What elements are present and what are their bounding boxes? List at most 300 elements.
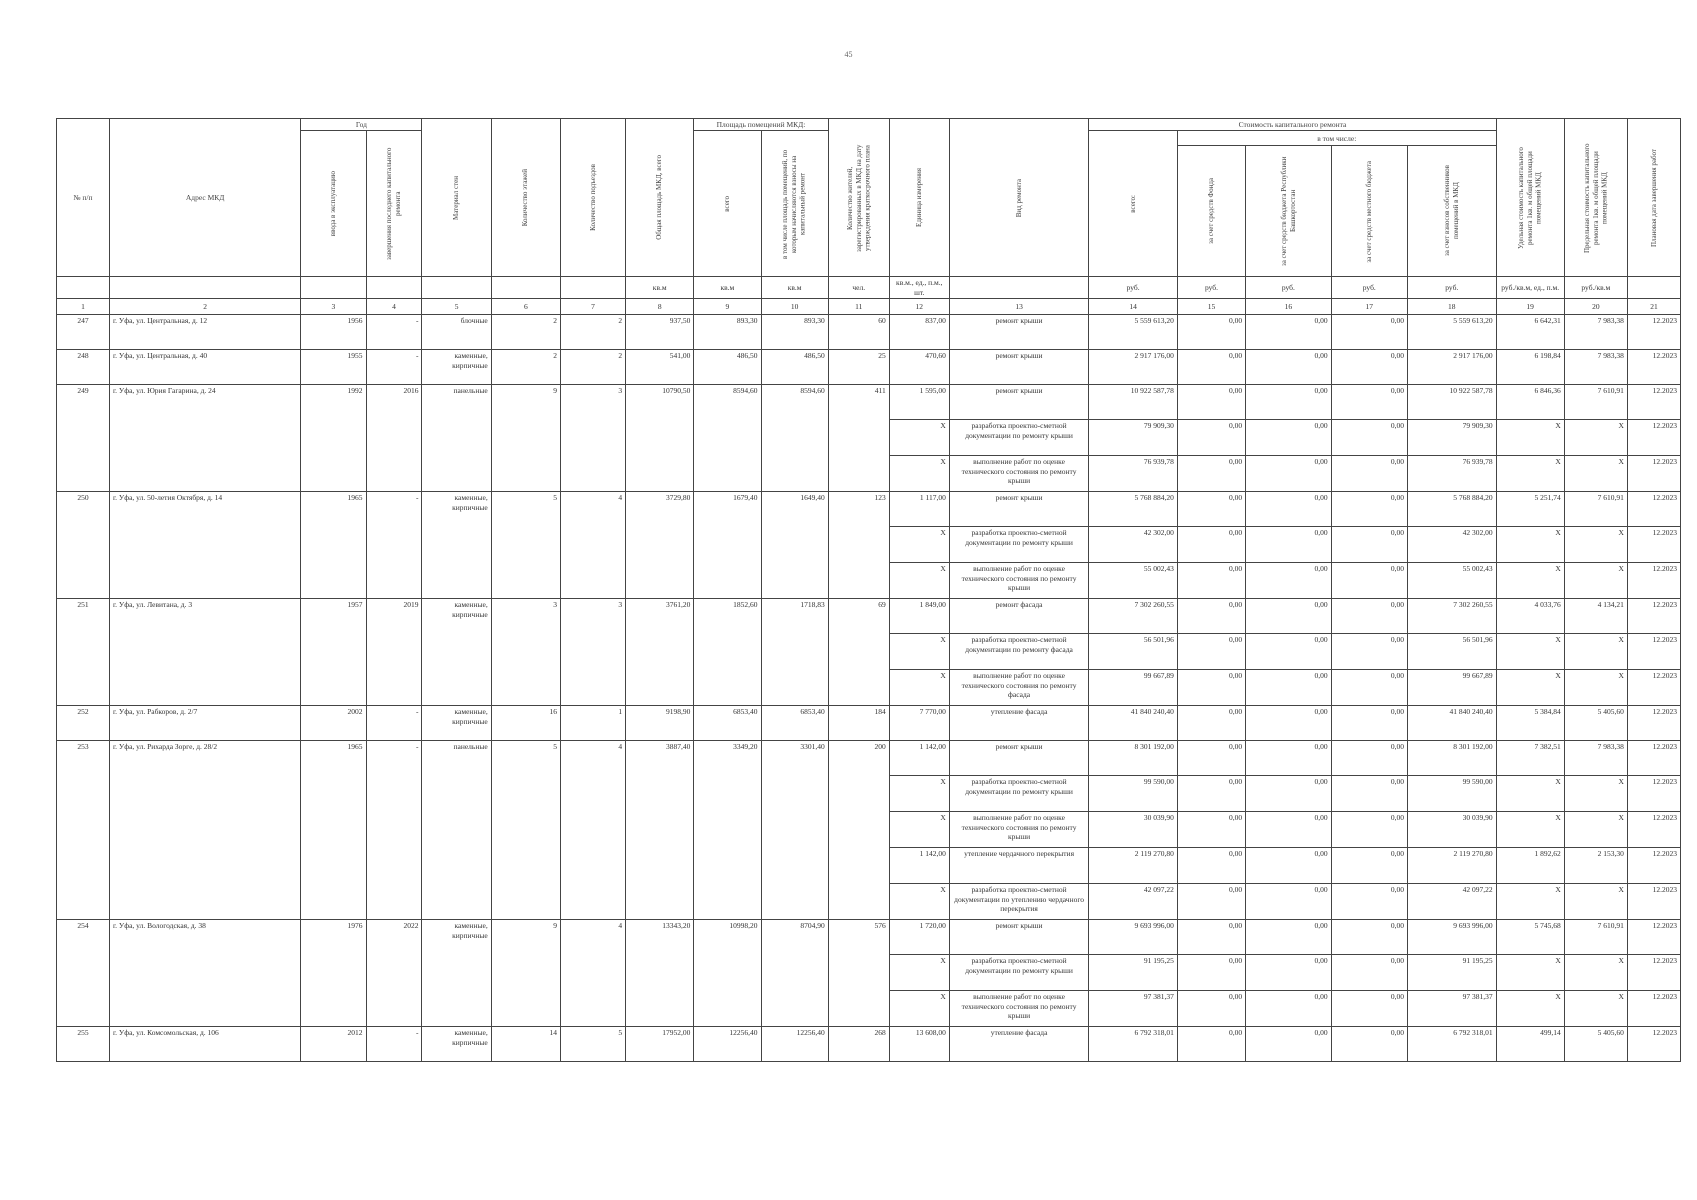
address-cell: г. Уфа, ул. Вологодская, д. 38 [109, 920, 300, 1027]
col-premises-residential-header: в том числе площадь помещений, по которым начисляются взносы на капитальный ремонт [761, 131, 828, 277]
cost-local-cell: 0,00 [1331, 1027, 1407, 1062]
unit-cost-cell: 1 892,62 [1496, 848, 1564, 884]
entrances-cell: 3 [560, 385, 625, 492]
cost-total-cell: 5 768 884,20 [1089, 492, 1178, 527]
unit-cost-cell: X [1496, 634, 1564, 670]
cost-local-cell: 0,00 [1331, 527, 1407, 563]
row-number-cell: 249 [57, 385, 110, 492]
cost-republic-cell: 0,00 [1246, 634, 1332, 670]
quantity-cell: 837,00 [889, 315, 949, 350]
cost-fund-cell: 0,00 [1177, 776, 1245, 812]
cost-fund-cell: 0,00 [1177, 812, 1245, 848]
plan-date-cell: 12.2023 [1627, 563, 1680, 599]
premises-total-cell: 6853,40 [694, 706, 761, 741]
total-area-cell: 13343,20 [626, 920, 694, 1027]
year-last-repair-cell: - [366, 492, 422, 599]
unit-cell: руб./кв.м, ед., п.м. [1496, 277, 1564, 299]
unit-cell: руб. [1177, 277, 1245, 299]
quantity-cell: X [889, 563, 949, 599]
cost-total-cell: 99 590,00 [1089, 776, 1178, 812]
total-area-cell: 937,50 [626, 315, 694, 350]
max-cost-cell: X [1564, 670, 1627, 706]
year-commission-cell: 1992 [301, 385, 366, 492]
cost-owners-cell: 97 381,37 [1407, 991, 1496, 1027]
cost-local-cell: 0,00 [1331, 599, 1407, 634]
quantity-cell: 1 117,00 [889, 492, 949, 527]
year-commission-cell: 1955 [301, 350, 366, 385]
max-cost-cell: 7 983,38 [1564, 350, 1627, 385]
cost-fund-cell: 0,00 [1177, 884, 1245, 920]
repair-type-cell: выполнение работ по оценке технического состояния по ремонту фасада [949, 670, 1088, 706]
unit-cost-cell: 6 846,36 [1496, 385, 1564, 420]
wall-material-cell: каменные, кирпичные [422, 920, 491, 1027]
unit-cell [422, 277, 491, 299]
max-cost-cell: X [1564, 527, 1627, 563]
cost-owners-cell: 7 302 260,55 [1407, 599, 1496, 634]
row-number-cell: 253 [57, 741, 110, 920]
unit-cost-cell: 4 033,76 [1496, 599, 1564, 634]
cost-republic-cell: 0,00 [1246, 350, 1332, 385]
plan-date-cell: 12.2023 [1627, 706, 1680, 741]
cost-republic-cell: 0,00 [1246, 563, 1332, 599]
year-last-repair-cell: - [366, 315, 422, 350]
repair-type-cell: ремонт крыши [949, 920, 1088, 955]
table-body [57, 315, 1681, 1062]
col-year-commission-header: ввода в эксплуатацию [301, 131, 366, 277]
col-wall-material-header: Материал стен [422, 119, 491, 277]
cost-total-cell: 7 302 260,55 [1089, 599, 1178, 634]
cost-total-cell: 56 501,96 [1089, 634, 1178, 670]
cost-fund-cell: 0,00 [1177, 706, 1245, 741]
col-year-group-header: Год [301, 119, 422, 131]
cost-owners-cell: 5 559 613,20 [1407, 315, 1496, 350]
premises-residential-cell: 6853,40 [761, 706, 828, 741]
max-cost-cell: 7 610,91 [1564, 920, 1627, 955]
unit-cell [491, 277, 560, 299]
quantity-cell: X [889, 884, 949, 920]
cost-fund-cell: 0,00 [1177, 350, 1245, 385]
cost-owners-cell: 79 909,30 [1407, 420, 1496, 456]
quantity-cell: X [889, 776, 949, 812]
cost-republic-cell: 0,00 [1246, 315, 1332, 350]
unit-cost-cell: 5 384,84 [1496, 706, 1564, 741]
column-number-cell: 13 [949, 299, 1088, 315]
row-number-cell: 251 [57, 599, 110, 706]
cost-local-cell: 0,00 [1331, 955, 1407, 991]
plan-date-cell: 12.2023 [1627, 315, 1680, 350]
unit-cell: кв.м [626, 277, 694, 299]
quantity-cell: 470,60 [889, 350, 949, 385]
unit-cell [949, 277, 1088, 299]
unit-cost-cell: 5 745,68 [1496, 920, 1564, 955]
cost-fund-cell: 0,00 [1177, 920, 1245, 955]
address-cell: г. Уфа, ул. Левитана, д. 3 [109, 599, 300, 706]
total-area-cell: 17952,00 [626, 1027, 694, 1062]
plan-date-cell: 12.2023 [1627, 991, 1680, 1027]
cost-local-cell: 0,00 [1331, 385, 1407, 420]
year-last-repair-cell: - [366, 706, 422, 741]
quantity-cell: X [889, 812, 949, 848]
plan-date-cell: 12.2023 [1627, 385, 1680, 420]
max-cost-cell: 7 610,91 [1564, 492, 1627, 527]
residents-cell: 268 [828, 1027, 889, 1062]
max-cost-cell: 2 153,30 [1564, 848, 1627, 884]
cost-total-cell: 9 693 996,00 [1089, 920, 1178, 955]
entrances-cell: 2 [560, 350, 625, 385]
cost-fund-cell: 0,00 [1177, 848, 1245, 884]
col-cost-owners-header: за счет взносов собственников помещений в МКД [1407, 146, 1496, 277]
unit-cell: чел. [828, 277, 889, 299]
premises-residential-cell: 3301,40 [761, 741, 828, 920]
column-number-cell: 8 [626, 299, 694, 315]
column-numbers-row [57, 299, 1681, 315]
column-number-cell: 2 [109, 299, 300, 315]
quantity-cell: X [889, 670, 949, 706]
unit-cell: кв.м [761, 277, 828, 299]
cost-fund-cell: 0,00 [1177, 955, 1245, 991]
max-cost-cell: X [1564, 563, 1627, 599]
cost-total-cell: 91 195,25 [1089, 955, 1178, 991]
col-cost-local-header: за счет средств местного бюджета [1331, 146, 1407, 277]
unit-cost-cell: X [1496, 776, 1564, 812]
cost-local-cell: 0,00 [1331, 350, 1407, 385]
address-cell: г. Уфа, ул. Рабкоров, д. 2/7 [109, 706, 300, 741]
plan-date-cell: 12.2023 [1627, 456, 1680, 492]
repair-type-cell: ремонт крыши [949, 315, 1088, 350]
column-number-cell: 21 [1627, 299, 1680, 315]
cost-local-cell: 0,00 [1331, 991, 1407, 1027]
max-cost-cell: X [1564, 991, 1627, 1027]
building-row [57, 385, 1681, 420]
max-cost-cell: X [1564, 456, 1627, 492]
floors-cell: 2 [491, 350, 560, 385]
cost-local-cell: 0,00 [1331, 706, 1407, 741]
column-number-cell: 9 [694, 299, 761, 315]
year-commission-cell: 1965 [301, 492, 366, 599]
cost-republic-cell: 0,00 [1246, 812, 1332, 848]
cost-local-cell: 0,00 [1331, 884, 1407, 920]
building-row [57, 350, 1681, 385]
max-cost-cell: 7 983,38 [1564, 315, 1627, 350]
plan-date-cell: 12.2023 [1627, 420, 1680, 456]
residents-cell: 69 [828, 599, 889, 706]
cost-republic-cell: 0,00 [1246, 776, 1332, 812]
cost-local-cell: 0,00 [1331, 741, 1407, 776]
wall-material-cell: каменные, кирпичные [422, 1027, 491, 1062]
cost-local-cell: 0,00 [1331, 670, 1407, 706]
column-number-cell: 3 [301, 299, 366, 315]
repair-type-cell: ремонт фасада [949, 599, 1088, 634]
premises-total-cell: 1679,40 [694, 492, 761, 599]
column-number-cell: 5 [422, 299, 491, 315]
row-number-cell: 247 [57, 315, 110, 350]
cost-total-cell: 8 301 192,00 [1089, 741, 1178, 776]
entrances-cell: 4 [560, 920, 625, 1027]
unit-cost-cell: 499,14 [1496, 1027, 1564, 1062]
cost-total-cell: 42 097,22 [1089, 884, 1178, 920]
col-address-header: Адрес МКД [109, 119, 300, 277]
repair-type-cell: выполнение работ по оценке технического состояния по ремонту крыши [949, 563, 1088, 599]
floors-cell: 2 [491, 315, 560, 350]
col-entrances-header: Количество подъездов [560, 119, 625, 277]
floors-cell: 9 [491, 385, 560, 492]
total-area-cell: 3887,40 [626, 741, 694, 920]
col-num-header: № п/п [57, 119, 110, 277]
premises-residential-cell: 8594,60 [761, 385, 828, 492]
col-cost-republic-header: за счет средств бюджета Республики Башкортостан [1246, 146, 1332, 277]
column-number-cell: 11 [828, 299, 889, 315]
column-number-cell: 12 [889, 299, 949, 315]
plan-date-cell: 12.2023 [1627, 670, 1680, 706]
column-number-cell: 15 [1177, 299, 1245, 315]
row-number-cell: 255 [57, 1027, 110, 1062]
wall-material-cell: панельные [422, 741, 491, 920]
column-number-cell: 1 [57, 299, 110, 315]
entrances-cell: 4 [560, 741, 625, 920]
plan-date-cell: 12.2023 [1627, 350, 1680, 385]
cost-total-cell: 99 667,89 [1089, 670, 1178, 706]
floors-cell: 16 [491, 706, 560, 741]
max-cost-cell: X [1564, 420, 1627, 456]
premises-residential-cell: 1718,83 [761, 599, 828, 706]
plan-date-cell: 12.2023 [1627, 955, 1680, 991]
unit-cost-cell: X [1496, 420, 1564, 456]
unit-cell [1627, 277, 1680, 299]
address-cell: г. Уфа, ул. Рихарда Зорге, д. 28/2 [109, 741, 300, 920]
premises-residential-cell: 1649,40 [761, 492, 828, 599]
year-last-repair-cell: 2016 [366, 385, 422, 492]
repair-type-cell: утепление фасада [949, 1027, 1088, 1062]
plan-date-cell: 12.2023 [1627, 920, 1680, 955]
cost-owners-cell: 9 693 996,00 [1407, 920, 1496, 955]
cost-republic-cell: 0,00 [1246, 599, 1332, 634]
premises-total-cell: 486,50 [694, 350, 761, 385]
building-row [57, 741, 1681, 776]
repair-type-cell: разработка проектно-сметной документации по ремонту крыши [949, 776, 1088, 812]
premises-residential-cell: 8704,90 [761, 920, 828, 1027]
unit-cell: руб. [1407, 277, 1496, 299]
cost-fund-cell: 0,00 [1177, 563, 1245, 599]
cost-republic-cell: 0,00 [1246, 706, 1332, 741]
cost-owners-cell: 42 097,22 [1407, 884, 1496, 920]
premises-total-cell: 12256,40 [694, 1027, 761, 1062]
quantity-cell: X [889, 991, 949, 1027]
cost-republic-cell: 0,00 [1246, 884, 1332, 920]
col-max-cost-header: Предельная стоимость капитального ремонта 1кв. м общей площади помещений МКД [1564, 119, 1627, 277]
year-last-repair-cell: 2019 [366, 599, 422, 706]
premises-total-cell: 8594,60 [694, 385, 761, 492]
premises-total-cell: 893,30 [694, 315, 761, 350]
address-cell: г. Уфа, ул. Юрия Гагарина, д. 24 [109, 385, 300, 492]
plan-date-cell: 12.2023 [1627, 812, 1680, 848]
row-number-cell: 248 [57, 350, 110, 385]
cost-owners-cell: 42 302,00 [1407, 527, 1496, 563]
column-number-cell: 20 [1564, 299, 1627, 315]
col-cost-fund-header: за счет средств Фонда [1177, 146, 1245, 277]
cost-fund-cell: 0,00 [1177, 1027, 1245, 1062]
repair-type-cell: утепление фасада [949, 706, 1088, 741]
cost-owners-cell: 30 039,90 [1407, 812, 1496, 848]
cost-total-cell: 97 381,37 [1089, 991, 1178, 1027]
repair-type-cell: выполнение работ по оценке технического состояния по ремонту крыши [949, 456, 1088, 492]
cost-local-cell: 0,00 [1331, 776, 1407, 812]
cost-local-cell: 0,00 [1331, 634, 1407, 670]
cost-republic-cell: 0,00 [1246, 670, 1332, 706]
repair-type-cell: разработка проектно-сметной документации по ремонту крыши [949, 955, 1088, 991]
page-number: 45 [844, 50, 853, 59]
cost-fund-cell: 0,00 [1177, 315, 1245, 350]
column-number-cell: 18 [1407, 299, 1496, 315]
address-cell: г. Уфа, ул. Центральная, д. 40 [109, 350, 300, 385]
quantity-cell: 7 770,00 [889, 706, 949, 741]
plan-date-cell: 12.2023 [1627, 599, 1680, 634]
address-cell: г. Уфа, ул. 50-летия Октября, д. 14 [109, 492, 300, 599]
max-cost-cell: X [1564, 884, 1627, 920]
cost-total-cell: 55 002,43 [1089, 563, 1178, 599]
cost-total-cell: 2 119 270,80 [1089, 848, 1178, 884]
col-unit-cost-header: Удельная стоимость капитального ремонта 1кв. м общей площади помещений МКД [1496, 119, 1564, 277]
quantity-cell: 1 142,00 [889, 741, 949, 776]
quantity-cell: X [889, 634, 949, 670]
residents-cell: 184 [828, 706, 889, 741]
quantity-cell: 13 608,00 [889, 1027, 949, 1062]
entrances-cell: 1 [560, 706, 625, 741]
column-number-cell: 4 [366, 299, 422, 315]
residents-cell: 123 [828, 492, 889, 599]
unit-cell [57, 277, 110, 299]
unit-cost-cell: X [1496, 955, 1564, 991]
entrances-cell: 2 [560, 315, 625, 350]
cost-total-cell: 79 909,30 [1089, 420, 1178, 456]
unit-cell [109, 277, 300, 299]
plan-date-cell: 12.2023 [1627, 776, 1680, 812]
cost-local-cell: 0,00 [1331, 420, 1407, 456]
unit-cost-cell: X [1496, 884, 1564, 920]
plan-date-cell: 12.2023 [1627, 741, 1680, 776]
year-commission-cell: 2012 [301, 1027, 366, 1062]
plan-date-cell: 12.2023 [1627, 634, 1680, 670]
cost-total-cell: 76 939,78 [1089, 456, 1178, 492]
unit-cell [301, 277, 366, 299]
max-cost-cell: X [1564, 812, 1627, 848]
unit-cell: руб. [1331, 277, 1407, 299]
cost-fund-cell: 0,00 [1177, 634, 1245, 670]
repair-type-cell: разработка проектно-сметной документации по ремонту фасада [949, 634, 1088, 670]
column-number-cell: 6 [491, 299, 560, 315]
quantity-cell: 1 142,00 [889, 848, 949, 884]
unit-cell: руб./кв.м [1564, 277, 1627, 299]
row-number-cell: 254 [57, 920, 110, 1027]
quantity-cell: 1 595,00 [889, 385, 949, 420]
residents-cell: 200 [828, 741, 889, 920]
cost-republic-cell: 0,00 [1246, 920, 1332, 955]
cost-owners-cell: 56 501,96 [1407, 634, 1496, 670]
col-repair-type-header: Вид ремонта [949, 119, 1088, 277]
cost-total-cell: 6 792 318,01 [1089, 1027, 1178, 1062]
col-plan-date-header: Плановая дата завершения работ [1627, 119, 1680, 277]
cost-local-cell: 0,00 [1331, 563, 1407, 599]
floors-cell: 5 [491, 741, 560, 920]
year-commission-cell: 1976 [301, 920, 366, 1027]
col-year-last-repair-header: завершения последнего капитального ремонта [366, 131, 422, 277]
year-last-repair-cell: - [366, 350, 422, 385]
column-number-cell: 19 [1496, 299, 1564, 315]
floors-cell: 3 [491, 599, 560, 706]
repair-type-cell: разработка проектно-сметной документации по ремонту крыши [949, 420, 1088, 456]
cost-total-cell: 2 917 176,00 [1089, 350, 1178, 385]
cost-local-cell: 0,00 [1331, 848, 1407, 884]
cost-owners-cell: 99 667,89 [1407, 670, 1496, 706]
cost-republic-cell: 0,00 [1246, 385, 1332, 420]
floors-cell: 14 [491, 1027, 560, 1062]
column-number-cell: 7 [560, 299, 625, 315]
repair-type-cell: ремонт крыши [949, 385, 1088, 420]
repair-plan-table [56, 118, 1681, 1062]
premises-total-cell: 1852,60 [694, 599, 761, 706]
repair-type-cell: ремонт крыши [949, 741, 1088, 776]
cost-fund-cell: 0,00 [1177, 599, 1245, 634]
row-number-cell: 252 [57, 706, 110, 741]
max-cost-cell: 4 134,21 [1564, 599, 1627, 634]
col-total-area-header: Общая площадь МКД, всего [626, 119, 694, 277]
plan-date-cell: 12.2023 [1627, 492, 1680, 527]
max-cost-cell: 5 405,60 [1564, 706, 1627, 741]
cost-republic-cell: 0,00 [1246, 456, 1332, 492]
col-cost-group-header: Стоимость капитального ремонта [1089, 119, 1496, 131]
cost-total-cell: 30 039,90 [1089, 812, 1178, 848]
building-row [57, 706, 1681, 741]
max-cost-cell: 7 983,38 [1564, 741, 1627, 776]
cost-local-cell: 0,00 [1331, 315, 1407, 350]
units-row [57, 277, 1681, 299]
residents-cell: 60 [828, 315, 889, 350]
address-cell: г. Уфа, ул. Комсомольская, д. 106 [109, 1027, 300, 1062]
plan-date-cell: 12.2023 [1627, 527, 1680, 563]
unit-cost-cell: 7 382,51 [1496, 741, 1564, 776]
building-row [57, 492, 1681, 527]
year-last-repair-cell: 2022 [366, 920, 422, 1027]
cost-owners-cell: 55 002,43 [1407, 563, 1496, 599]
col-residents-header: Количество жителей, зарегистрированных в МКД на дату утверждения краткосрочного плана [828, 119, 889, 277]
cost-owners-cell: 8 301 192,00 [1407, 741, 1496, 776]
quantity-cell: 1 720,00 [889, 920, 949, 955]
building-row [57, 599, 1681, 634]
residents-cell: 25 [828, 350, 889, 385]
cost-republic-cell: 0,00 [1246, 492, 1332, 527]
max-cost-cell: X [1564, 955, 1627, 991]
quantity-cell: X [889, 456, 949, 492]
cost-fund-cell: 0,00 [1177, 456, 1245, 492]
building-row [57, 1027, 1681, 1062]
cost-total-cell: 10 922 587,78 [1089, 385, 1178, 420]
address-cell: г. Уфа, ул. Центральная, д. 12 [109, 315, 300, 350]
cost-owners-cell: 41 840 240,40 [1407, 706, 1496, 741]
cost-owners-cell: 5 768 884,20 [1407, 492, 1496, 527]
quantity-cell: X [889, 955, 949, 991]
wall-material-cell: каменные, кирпичные [422, 706, 491, 741]
unit-cell: кв.м [694, 277, 761, 299]
unit-cost-cell: X [1496, 670, 1564, 706]
col-floors-header: Количество этажей [491, 119, 560, 277]
year-last-repair-cell: - [366, 1027, 422, 1062]
cost-fund-cell: 0,00 [1177, 670, 1245, 706]
col-unit-header: Единица измерения [889, 119, 949, 277]
cost-local-cell: 0,00 [1331, 920, 1407, 955]
cost-republic-cell: 0,00 [1246, 741, 1332, 776]
cost-owners-cell: 76 939,78 [1407, 456, 1496, 492]
plan-date-cell: 12.2023 [1627, 884, 1680, 920]
repair-type-cell: ремонт крыши [949, 350, 1088, 385]
